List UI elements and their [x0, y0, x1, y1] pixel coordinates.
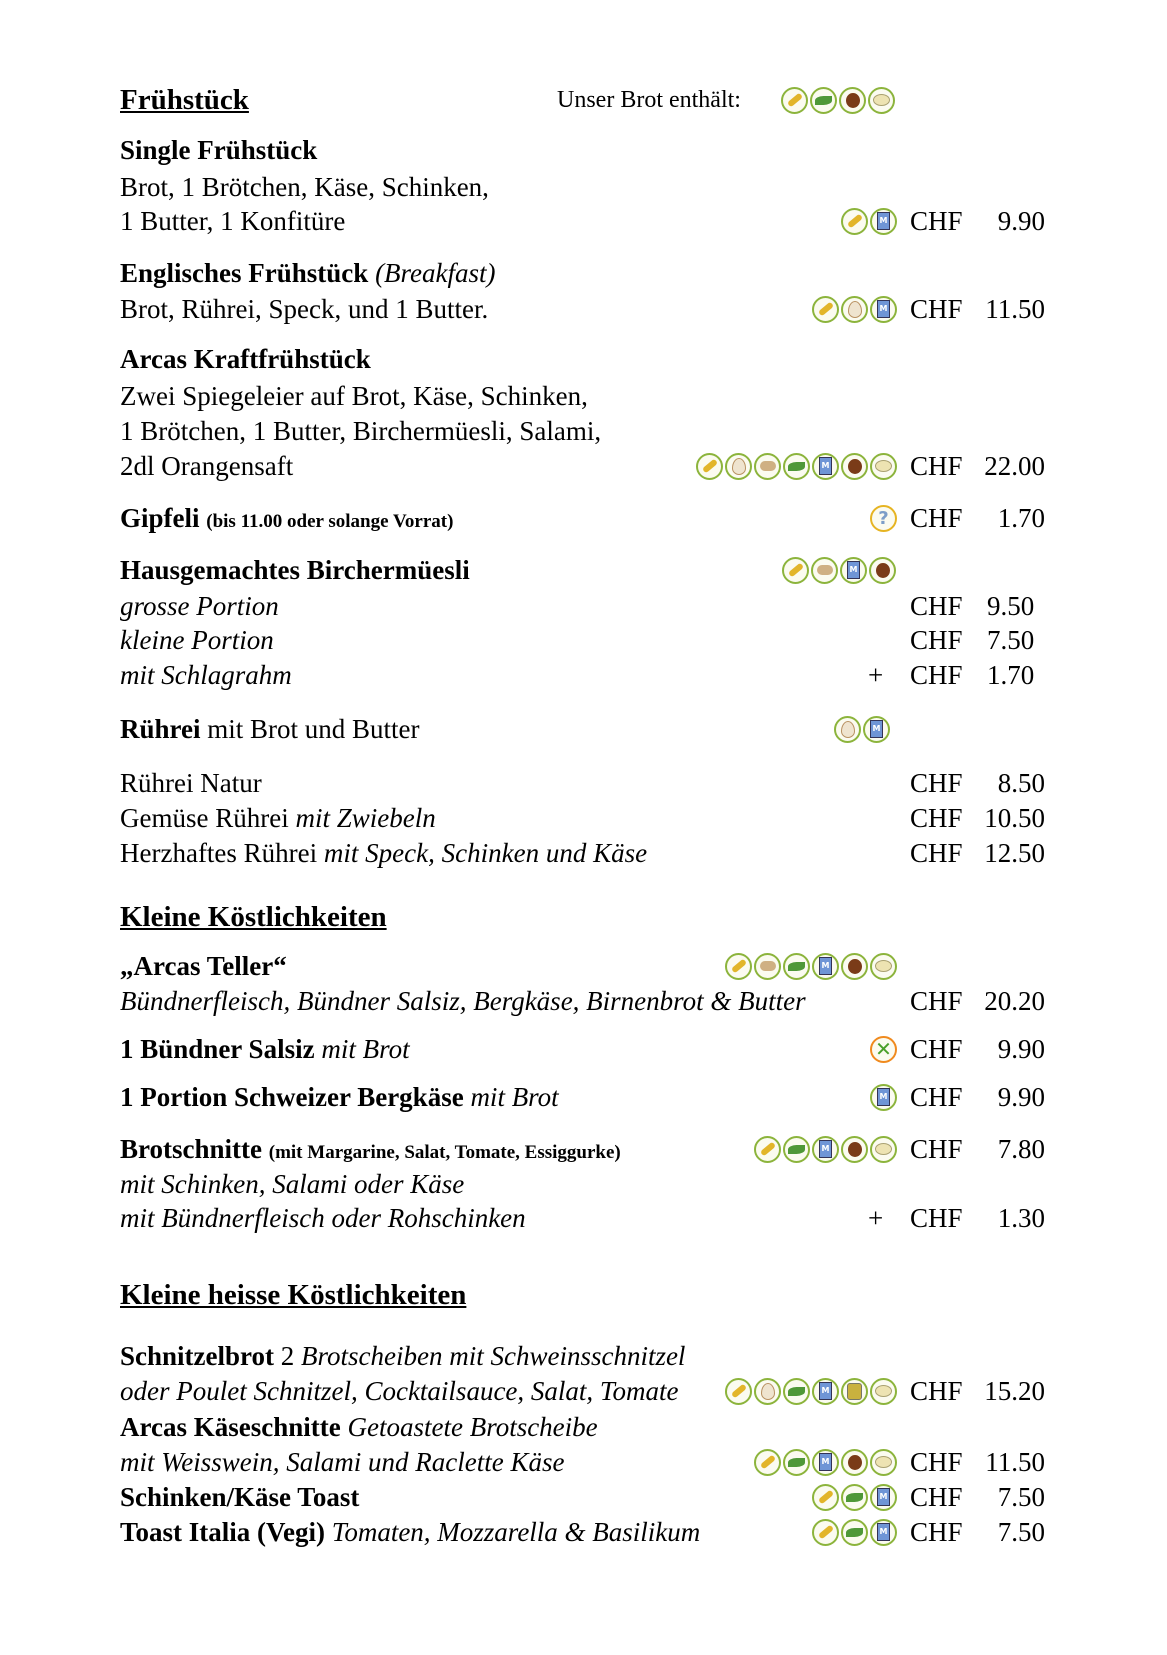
gluten-icon — [812, 296, 839, 323]
menu-item-text: mit Bündnerfleisch oder Rohschinken — [120, 1203, 526, 1233]
currency-label: CHF — [910, 1482, 963, 1512]
menu-item-text: 2 — [280, 1341, 301, 1371]
section-title: Frühstück — [120, 84, 249, 116]
menu-item-line — [120, 1079, 559, 1115]
menu-item-text: mit Schinken, Salami oder Käse — [120, 1169, 465, 1199]
soy-icon — [810, 87, 837, 114]
menu-item-text: Englisches Frühstück — [120, 258, 376, 288]
peanut-icon — [754, 453, 781, 480]
menu-item-text: (Breakfast) — [375, 258, 496, 288]
menu-item-text: Rührei — [120, 714, 201, 744]
bread-note-label: Unser Brot enthält: — [557, 87, 741, 113]
menu-item-line — [120, 378, 588, 414]
peanut-icon — [811, 557, 838, 584]
gluten-icon — [696, 453, 723, 480]
menu-item-text: Single Frühstück — [120, 135, 318, 165]
menu-item-text: Arcas Kraftfrühstück — [120, 344, 371, 374]
menu-item-line — [120, 1200, 526, 1236]
menu-item-text: Zwei Spiegeleier auf Brot, Käse, Schinken, — [120, 381, 588, 411]
currency-label: CHF — [910, 1034, 963, 1064]
gluten-icon — [841, 208, 868, 235]
menu-item-line — [120, 1338, 685, 1374]
currency-label: CHF — [910, 768, 963, 798]
menu-item-text: (mit Margarine, Salat, Tomate, Essiggurke) — [268, 1142, 621, 1163]
menu-item-text: mit Brot und Butter — [200, 714, 420, 744]
currency-label: CHF — [910, 625, 963, 655]
price: 8.50 — [997, 768, 1045, 798]
allergen-icons — [725, 948, 897, 984]
menu-item-line — [120, 1514, 700, 1550]
menu-item-text: kleine Portion — [120, 625, 274, 655]
soy-icon — [841, 1484, 868, 1511]
milk-icon: M — [812, 953, 839, 980]
menu-item-line — [120, 1409, 598, 1445]
menu-item-text: Tomaten, Mozzarella & Basilikum — [331, 1517, 701, 1547]
menu-item-line — [120, 169, 489, 205]
menu-item-line — [120, 1373, 678, 1409]
price: 1.30 — [997, 1203, 1045, 1233]
menu-item-line — [120, 1444, 564, 1480]
gluten-icon — [754, 1136, 781, 1163]
allergen-icons — [781, 82, 895, 118]
allergen-icons — [870, 500, 897, 536]
price: 22.00 — [984, 451, 1045, 481]
nuts-icon — [841, 953, 868, 980]
menu-item-line — [120, 1031, 410, 1067]
allergen-icons — [834, 711, 890, 747]
currency-label: CHF — [910, 294, 963, 324]
soy-icon — [783, 1449, 810, 1476]
allergen-icons — [754, 1444, 897, 1480]
menu-item-text: grosse Portion — [120, 591, 279, 621]
menu-item-line — [120, 622, 274, 658]
menu-item-line — [120, 711, 420, 747]
menu-item-line — [120, 203, 345, 239]
menu-item-line — [120, 1131, 621, 1167]
nuts-icon — [841, 453, 868, 480]
menu-item-text: Getoastete Brotscheibe — [347, 1412, 598, 1442]
menu-item-text: 1 Bündner Salsiz — [120, 1034, 322, 1064]
milk-icon: M — [812, 453, 839, 480]
nuts-icon — [869, 557, 896, 584]
sesame-icon — [870, 1378, 897, 1405]
price: 9.90 — [997, 1082, 1045, 1112]
soy-icon — [783, 1136, 810, 1163]
menu-item-text: mit Zwiebeln — [295, 803, 436, 833]
allergen-icons — [812, 1479, 897, 1515]
menu-item-line — [120, 255, 496, 291]
gluten-icon — [781, 87, 808, 114]
allergen-icons — [812, 1514, 897, 1550]
menu-item-text: Brot, Rührei, Speck, und 1 Butter. — [120, 294, 489, 324]
menu-item-text: mit Brot — [321, 1034, 410, 1064]
price: 9.90 — [997, 206, 1045, 236]
price: 1.70 — [997, 503, 1045, 533]
egg-icon — [841, 296, 868, 323]
allergen-icons — [696, 448, 897, 484]
menu-item-text: 1 Portion Schweizer Bergkäse — [120, 1082, 471, 1112]
milk-icon: M — [863, 716, 890, 743]
currency-label: CHF — [910, 451, 963, 481]
plus-sign: + — [868, 660, 884, 690]
menu-item-text: Herzhaftes Rührei — [120, 838, 324, 868]
sesame-icon — [868, 87, 895, 114]
gluten-icon — [725, 1378, 752, 1405]
price: 11.50 — [985, 1447, 1045, 1477]
section-title: Kleine Köstlichkeiten — [120, 901, 387, 933]
currency-label: CHF — [910, 1082, 963, 1112]
soy-icon — [783, 453, 810, 480]
milk-icon: M — [870, 1484, 897, 1511]
menu-item-line — [120, 132, 317, 168]
menu-item-line — [120, 983, 806, 1019]
currency-label: CHF — [910, 1376, 963, 1406]
allergen-icons — [725, 1373, 897, 1409]
menu-item-text: Brotschnitte — [120, 1134, 269, 1164]
menu-item-line — [120, 448, 293, 484]
currency-label: CHF — [910, 1517, 963, 1547]
sesame-icon — [870, 1136, 897, 1163]
price: 7.50 — [997, 1517, 1045, 1547]
menu-item-line — [120, 765, 262, 801]
soy-icon — [783, 953, 810, 980]
milk-icon: M — [870, 1519, 897, 1546]
menu-item-text: 1 Butter, 1 Konfitüre — [120, 206, 346, 236]
menu-item-text: Schinken/Käse Toast — [120, 1482, 360, 1512]
gluten-icon — [812, 1519, 839, 1546]
price: 7.50 — [987, 625, 1035, 655]
menu-item-line — [120, 552, 470, 588]
allergen-icons — [754, 1131, 897, 1167]
soy-icon — [841, 1519, 868, 1546]
price: 10.50 — [984, 803, 1045, 833]
egg-icon — [754, 1378, 781, 1405]
cross-icon: ✕ — [870, 1036, 897, 1063]
menu-item-text: mit Brot — [470, 1082, 559, 1112]
nuts-icon — [841, 1136, 868, 1163]
menu-item-text: Toast Italia (Vegi) — [120, 1517, 332, 1547]
price: 9.90 — [997, 1034, 1045, 1064]
gluten-icon — [725, 953, 752, 980]
menu-item-text: mit Weisswein, Salami und Raclette Käse — [120, 1447, 565, 1477]
milk-icon: M — [870, 208, 897, 235]
menu-item-line — [120, 1479, 359, 1515]
peanut-icon — [754, 953, 781, 980]
menu-item-line — [120, 1166, 464, 1202]
gluten-icon — [782, 557, 809, 584]
currency-label: CHF — [910, 1447, 963, 1477]
mustard-icon — [841, 1378, 868, 1405]
menu-item-line — [120, 291, 488, 327]
milk-icon: M — [840, 557, 867, 584]
menu-item-text: (bis 11.00 oder solange Vorrat) — [206, 511, 454, 532]
menu-item-text: 2dl Orangensaft — [120, 451, 294, 481]
milk-icon: M — [812, 1378, 839, 1405]
currency-label: CHF — [910, 986, 963, 1016]
nuts-icon — [841, 1449, 868, 1476]
menu-item-text: Brot, 1 Brötchen, Käse, Schinken, — [120, 172, 489, 202]
milk-icon: M — [870, 296, 897, 323]
gluten-icon — [754, 1449, 781, 1476]
allergen-icons — [870, 1031, 897, 1067]
menu-item-text: mit Speck, Schinken und Käse — [323, 838, 648, 868]
egg-icon — [725, 453, 752, 480]
currency-label: CHF — [910, 206, 963, 236]
sesame-icon — [870, 953, 897, 980]
currency-label: CHF — [910, 591, 963, 621]
menu-item-line — [120, 948, 287, 984]
allergen-icons — [812, 291, 897, 327]
menu-item-line — [120, 588, 279, 624]
currency-label: CHF — [910, 660, 963, 690]
currency-label: CHF — [910, 1134, 963, 1164]
menu-item-text: Arcas Käseschnitte — [120, 1412, 348, 1442]
menu-item-text: Schnitzelbrot — [120, 1341, 281, 1371]
menu-item-text: Brotscheiben mit Schweinsschnitzel — [301, 1341, 686, 1371]
menu-item-text: Rührei Natur — [120, 768, 262, 798]
price: 11.50 — [985, 294, 1045, 324]
allergen-icons — [782, 552, 896, 588]
allergen-icons — [870, 1079, 897, 1115]
allergen-icons — [841, 203, 897, 239]
menu-item-text: Gipfeli — [120, 503, 207, 533]
menu-item-text: 1 Brötchen, 1 Butter, Birchermüesli, Salami, — [120, 416, 602, 446]
soy-icon — [783, 1378, 810, 1405]
currency-label: CHF — [910, 803, 963, 833]
nuts-icon — [839, 87, 866, 114]
menu-item-line — [120, 800, 436, 836]
price: 9.50 — [987, 591, 1035, 621]
milk-icon: M — [812, 1136, 839, 1163]
sesame-icon — [870, 453, 897, 480]
menu-item-text: mit Schlagrahm — [120, 660, 292, 690]
section-title: Kleine heisse Köstlichkeiten — [120, 1279, 467, 1311]
sesame-icon — [870, 1449, 897, 1476]
menu-item-line — [120, 500, 453, 536]
menu-item-line — [120, 657, 292, 693]
menu-item-line — [120, 835, 647, 871]
price: 1.70 — [987, 660, 1035, 690]
price: 7.80 — [997, 1134, 1045, 1164]
price: 12.50 — [984, 838, 1045, 868]
milk-icon: M — [812, 1449, 839, 1476]
price: 20.20 — [984, 986, 1045, 1016]
currency-label: CHF — [910, 503, 963, 533]
question-icon: ? — [870, 505, 897, 532]
currency-label: CHF — [910, 1203, 963, 1233]
menu-item-text: „Arcas Teller“ — [120, 951, 287, 981]
price: 15.20 — [984, 1376, 1045, 1406]
menu-item-text: Hausgemachtes Birchermüesli — [120, 555, 470, 585]
gluten-icon — [812, 1484, 839, 1511]
plus-sign: + — [868, 1203, 884, 1233]
menu-item-text: Bündnerfleisch, Bündner Salsiz, Bergkäse, Birnenbrot & Butter — [120, 986, 806, 1016]
menu-item-line — [120, 413, 601, 449]
currency-label: CHF — [910, 838, 963, 868]
menu-item-line — [120, 341, 371, 377]
egg-icon — [834, 716, 861, 743]
menu-item-text: Gemüse Rührei — [120, 803, 296, 833]
menu-item-text: oder Poulet Schnitzel, Cocktailsauce, Salat, Tomate — [120, 1376, 679, 1406]
milk-icon: M — [870, 1084, 897, 1111]
price: 7.50 — [997, 1482, 1045, 1512]
